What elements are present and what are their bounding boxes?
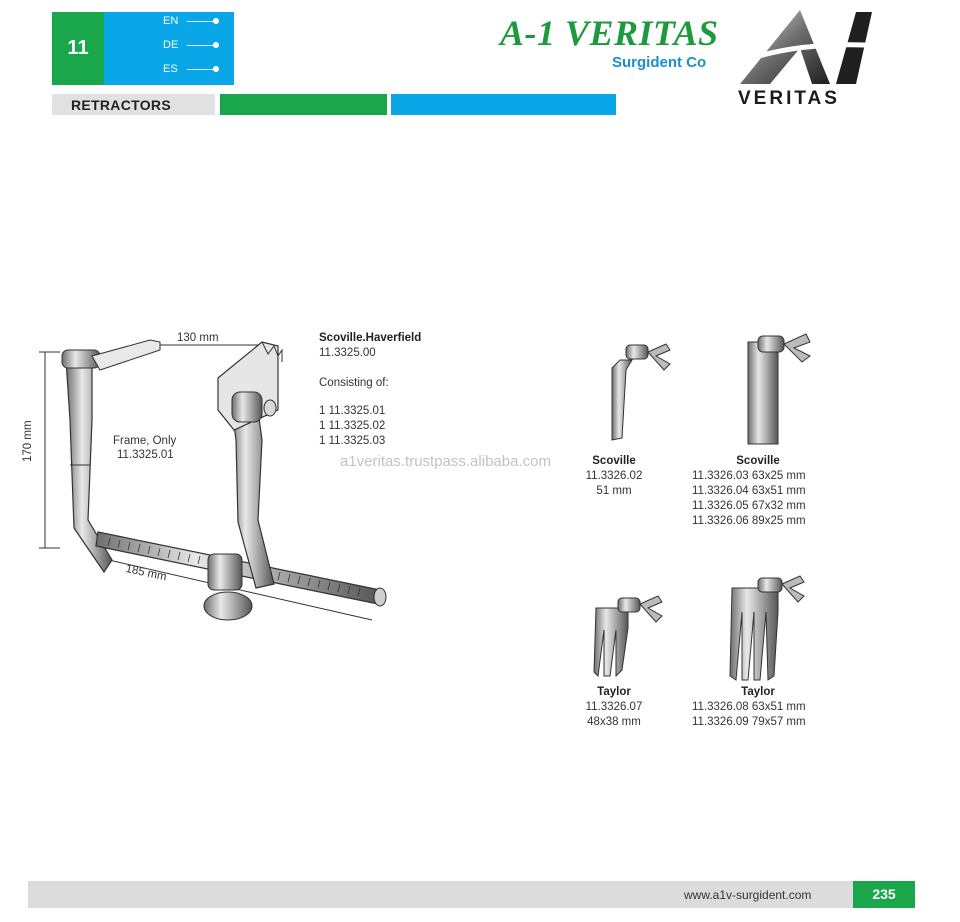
page-number: 235 (872, 886, 896, 902)
scoville-small-code: 11.3326.02 (585, 470, 643, 482)
dim-width: 130 mm (177, 332, 219, 344)
taylor-large-item-1: 11.3326.08 63x51 mm (692, 701, 806, 713)
taylor-large-name: Taylor (741, 686, 775, 698)
instrument-code: 11.3325.00 (319, 347, 376, 359)
dim-height: 170 mm (22, 420, 34, 462)
scoville-small-name: Scoville (592, 455, 636, 467)
logo-word: VERITAS (738, 88, 840, 109)
language-de[interactable]: DE (163, 39, 179, 51)
chapter-number: 11 (67, 37, 89, 59)
brand-subtitle: Surgident Co (612, 54, 707, 71)
scoville-large-item-3: 11.3326.05 67x32 mm (692, 500, 806, 512)
instrument-name: Scoville.Haverfield (319, 332, 422, 344)
watermark: a1veritas.trustpass.alibaba.com (340, 453, 551, 470)
frame-label: Frame, Only (113, 435, 177, 447)
footer-url[interactable]: www.a1v-surgident.com (684, 888, 812, 902)
scoville-small-size: 51 mm (596, 485, 632, 497)
taylor-small-name: Taylor (597, 686, 631, 698)
taylor-small-code: 11.3326.07 (585, 701, 643, 713)
component-1: 1 11.3325.01 (319, 405, 386, 417)
scoville-large-item-4: 11.3326.06 89x25 mm (692, 515, 806, 527)
scoville-large-item-1: 11.3326.03 63x25 mm (692, 470, 806, 482)
scoville-large-item-2: 11.3326.04 63x51 mm (692, 485, 806, 497)
dim-rack: 185 mm (124, 563, 168, 584)
language-es[interactable]: ES (163, 63, 178, 75)
component-2: 1 11.3325.02 (319, 420, 386, 432)
scoville-large-name: Scoville (736, 455, 780, 467)
component-3: 1 11.3325.03 (319, 435, 386, 447)
section-title: RETRACTORS (71, 97, 171, 113)
frame-code: 11.3325.01 (117, 449, 174, 461)
taylor-small-size: 48x38 mm (587, 716, 641, 728)
taylor-large-item-2: 11.3326.09 79x57 mm (692, 716, 806, 728)
consisting-label: Consisting of: (319, 377, 389, 389)
brand-name: A-1 VERITAS (500, 13, 719, 53)
language-en[interactable]: EN (163, 15, 179, 27)
